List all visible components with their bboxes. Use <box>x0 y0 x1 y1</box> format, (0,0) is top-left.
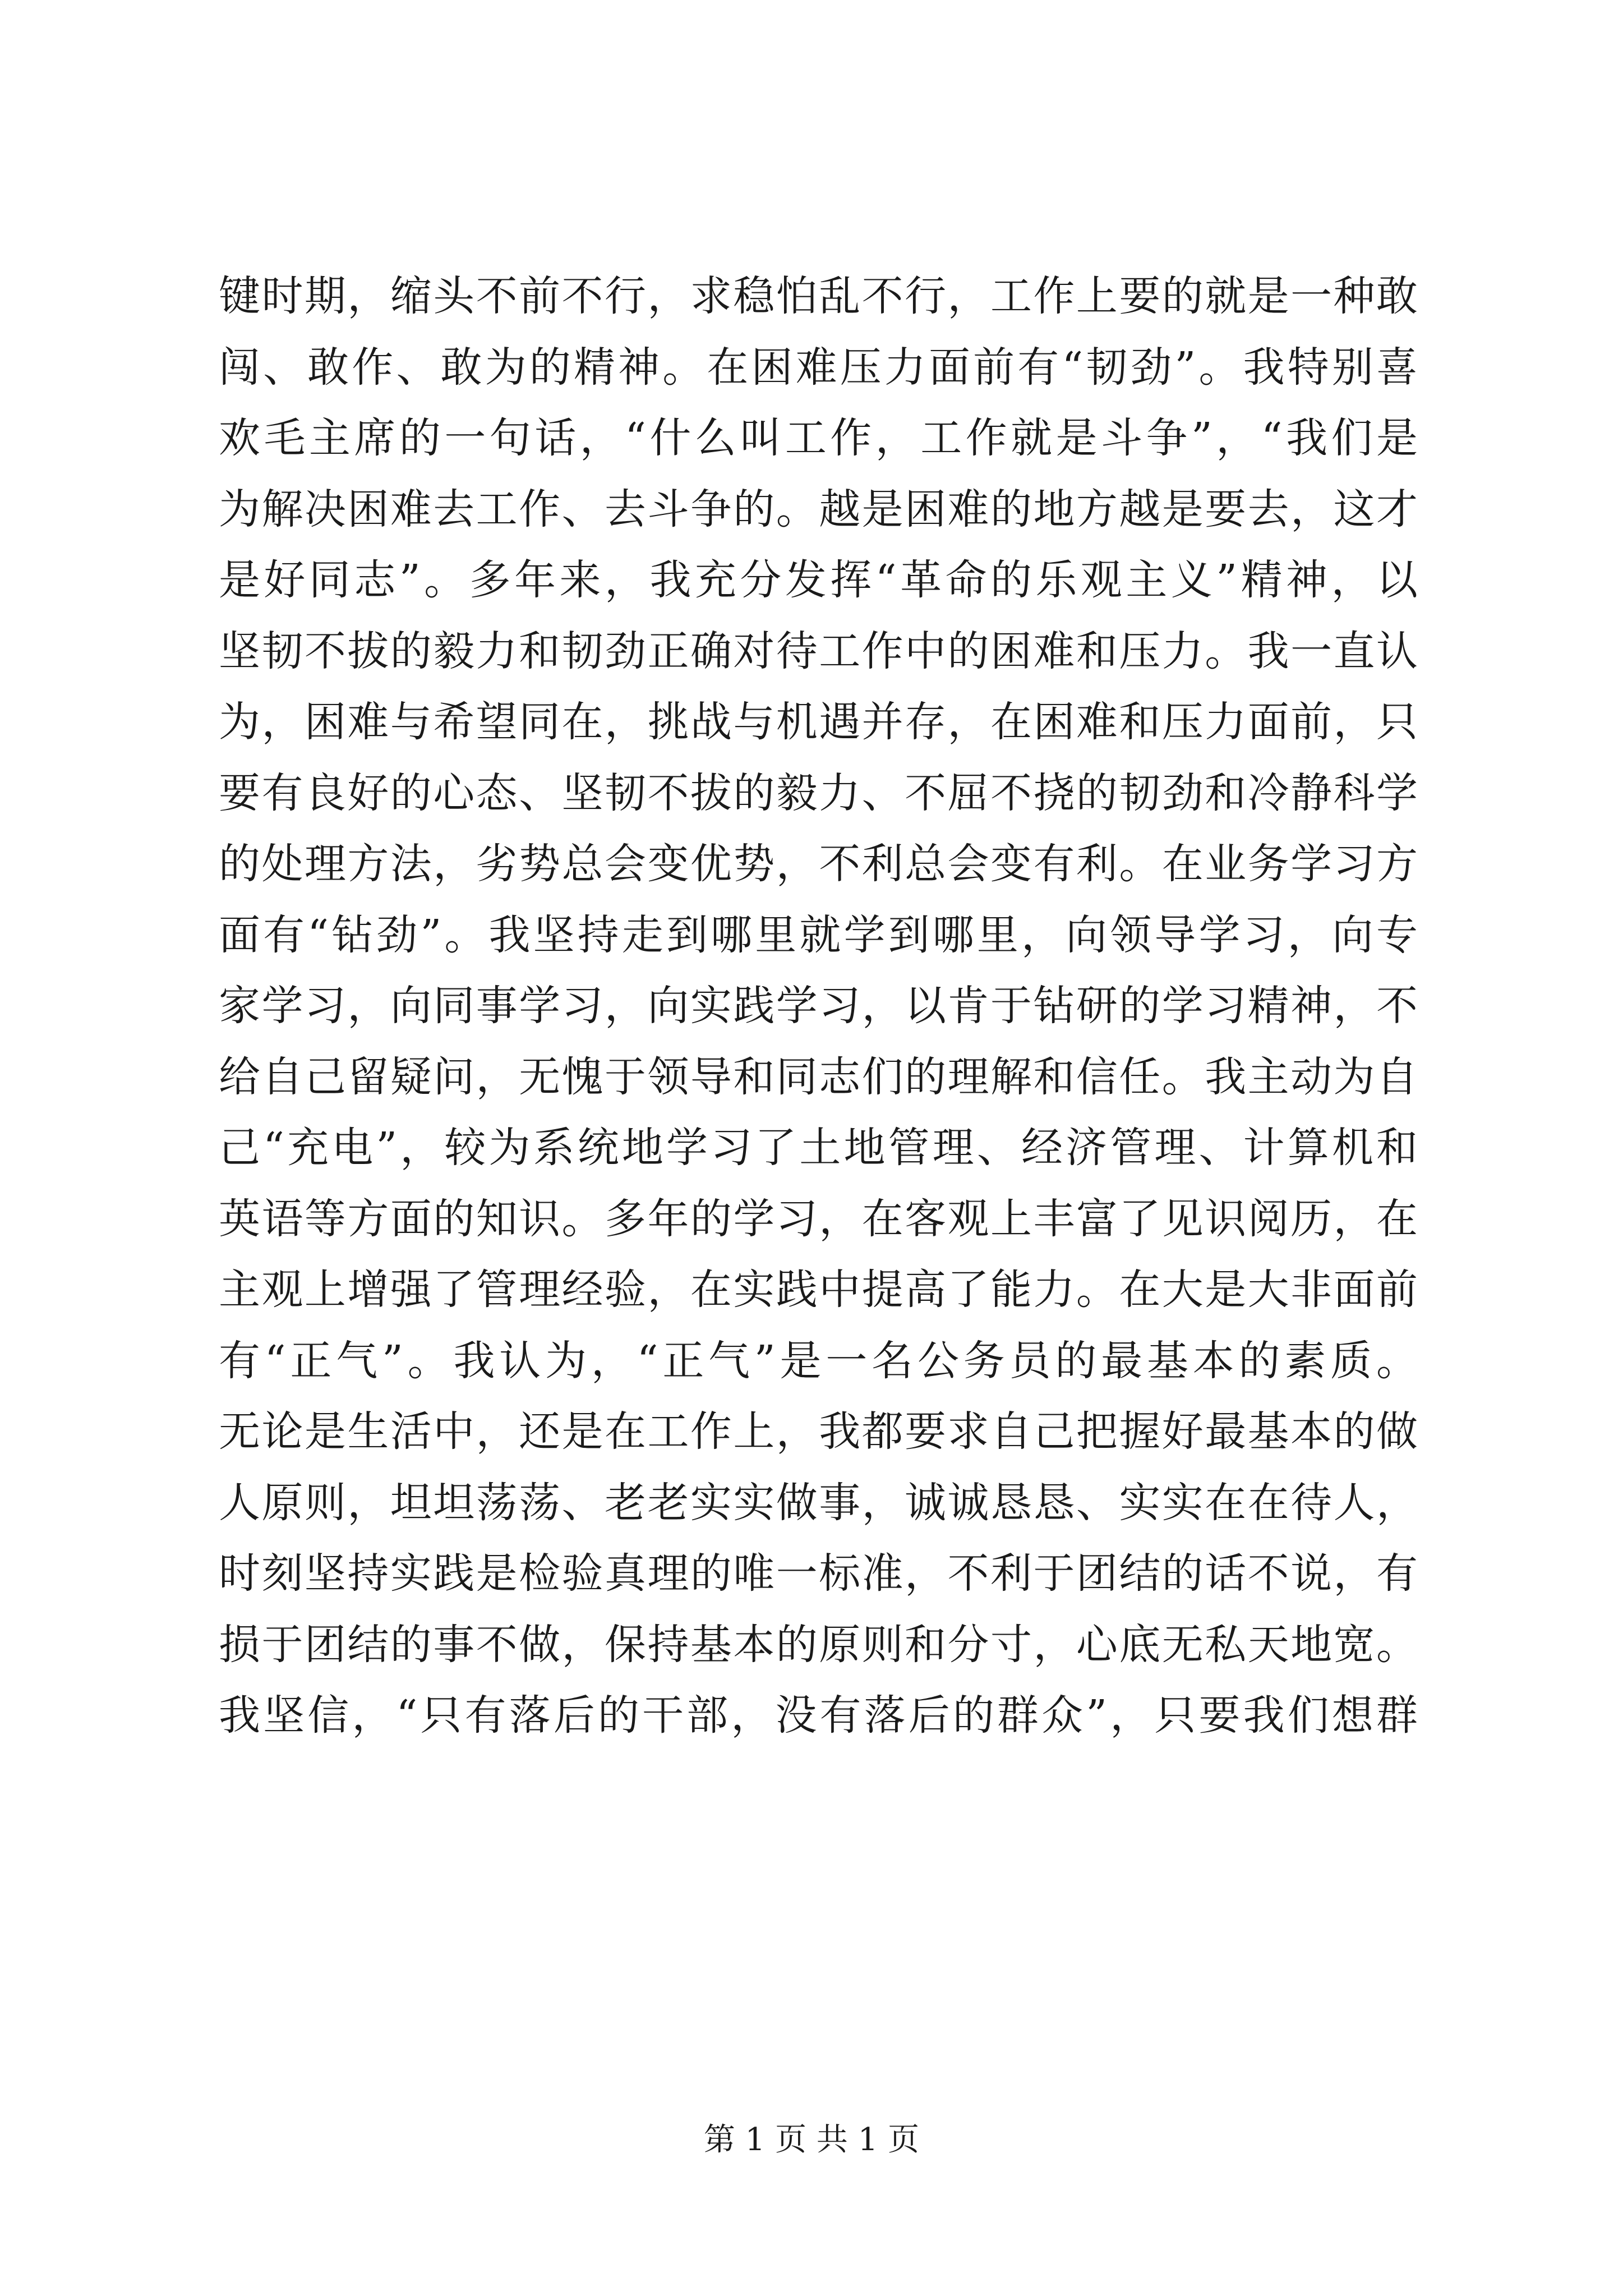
text-line: 有“正气”。我认为，“正气”是一名公务员的最基本的素质。 <box>219 1336 1419 1385</box>
text-line: 时刻坚持实践是检验真理的唯一标准，不利于团结的话不说，有 <box>219 1549 1419 1598</box>
text-line: 面有“钻劲”。我坚持走到哪里就学到哪里，向领导学习，向专 <box>219 910 1419 959</box>
text-line: 为解决困难去工作、去斗争的。越是困难的地方越是要去，这才 <box>219 485 1419 533</box>
text-line: 给自己留疑问，无愧于领导和同志们的理解和信任。我主动为自 <box>219 1052 1419 1101</box>
text-line: 我坚信，“只有落后的干部，没有落后的群众”，只要我们想群 <box>219 1691 1419 1740</box>
text-line: 坚韧不拔的毅力和韧劲正确对待工作中的困难和压力。我一直认 <box>219 627 1419 675</box>
text-line: 是好同志”。多年来，我充分发挥“革命的乐观主义”精神，以 <box>219 556 1419 604</box>
text-line: 家学习，向同事学习，向实践学习，以肯于钻研的学习精神，不 <box>219 982 1419 1030</box>
text-line: 己“充电”，较为系统地学习了土地管理、经济管理、计算机和 <box>219 1124 1419 1172</box>
page-number-footer: 第 1 页 共 1 页 <box>703 2122 920 2158</box>
text-line: 主观上增强了管理经验，在实践中提高了能力。在大是大非面前 <box>219 1266 1419 1314</box>
text-line: 要有良好的心态、坚韧不拔的毅力、不屈不挠的韧劲和冷静科学 <box>219 769 1419 817</box>
text-line: 损于团结的事不做，保持基本的原则和分寸，心底无私天地宽。 <box>219 1620 1419 1669</box>
body-text <box>219 261 1419 1751</box>
text-line: 为，困难与希望同在，挑战与机遇并存，在困难和压力面前，只 <box>219 698 1419 746</box>
text-line: 欢毛主席的一句话，“什么叫工作，工作就是斗争”，“我们是 <box>219 414 1419 462</box>
text-line: 键时期，缩头不前不行，求稳怕乱不行，工作上要的就是一种敢 <box>219 272 1419 320</box>
text-line: 的处理方法，劣势总会变优势，不利总会变有利。在业务学习方 <box>219 840 1419 888</box>
text-line: 无论是生活中，还是在工作上，我都要求自己把握好最基本的做 <box>219 1407 1419 1456</box>
text-line: 英语等方面的知识。多年的学习，在客观上丰富了见识阅历，在 <box>219 1194 1419 1243</box>
text-line: 人原则，坦坦荡荡、老老实实做事，诚诚恳恳、实实在在待人， <box>219 1478 1419 1527</box>
text-line: 闯、敢作、敢为的精神。在困难压力面前有“韧劲”。我特别喜 <box>219 343 1419 392</box>
